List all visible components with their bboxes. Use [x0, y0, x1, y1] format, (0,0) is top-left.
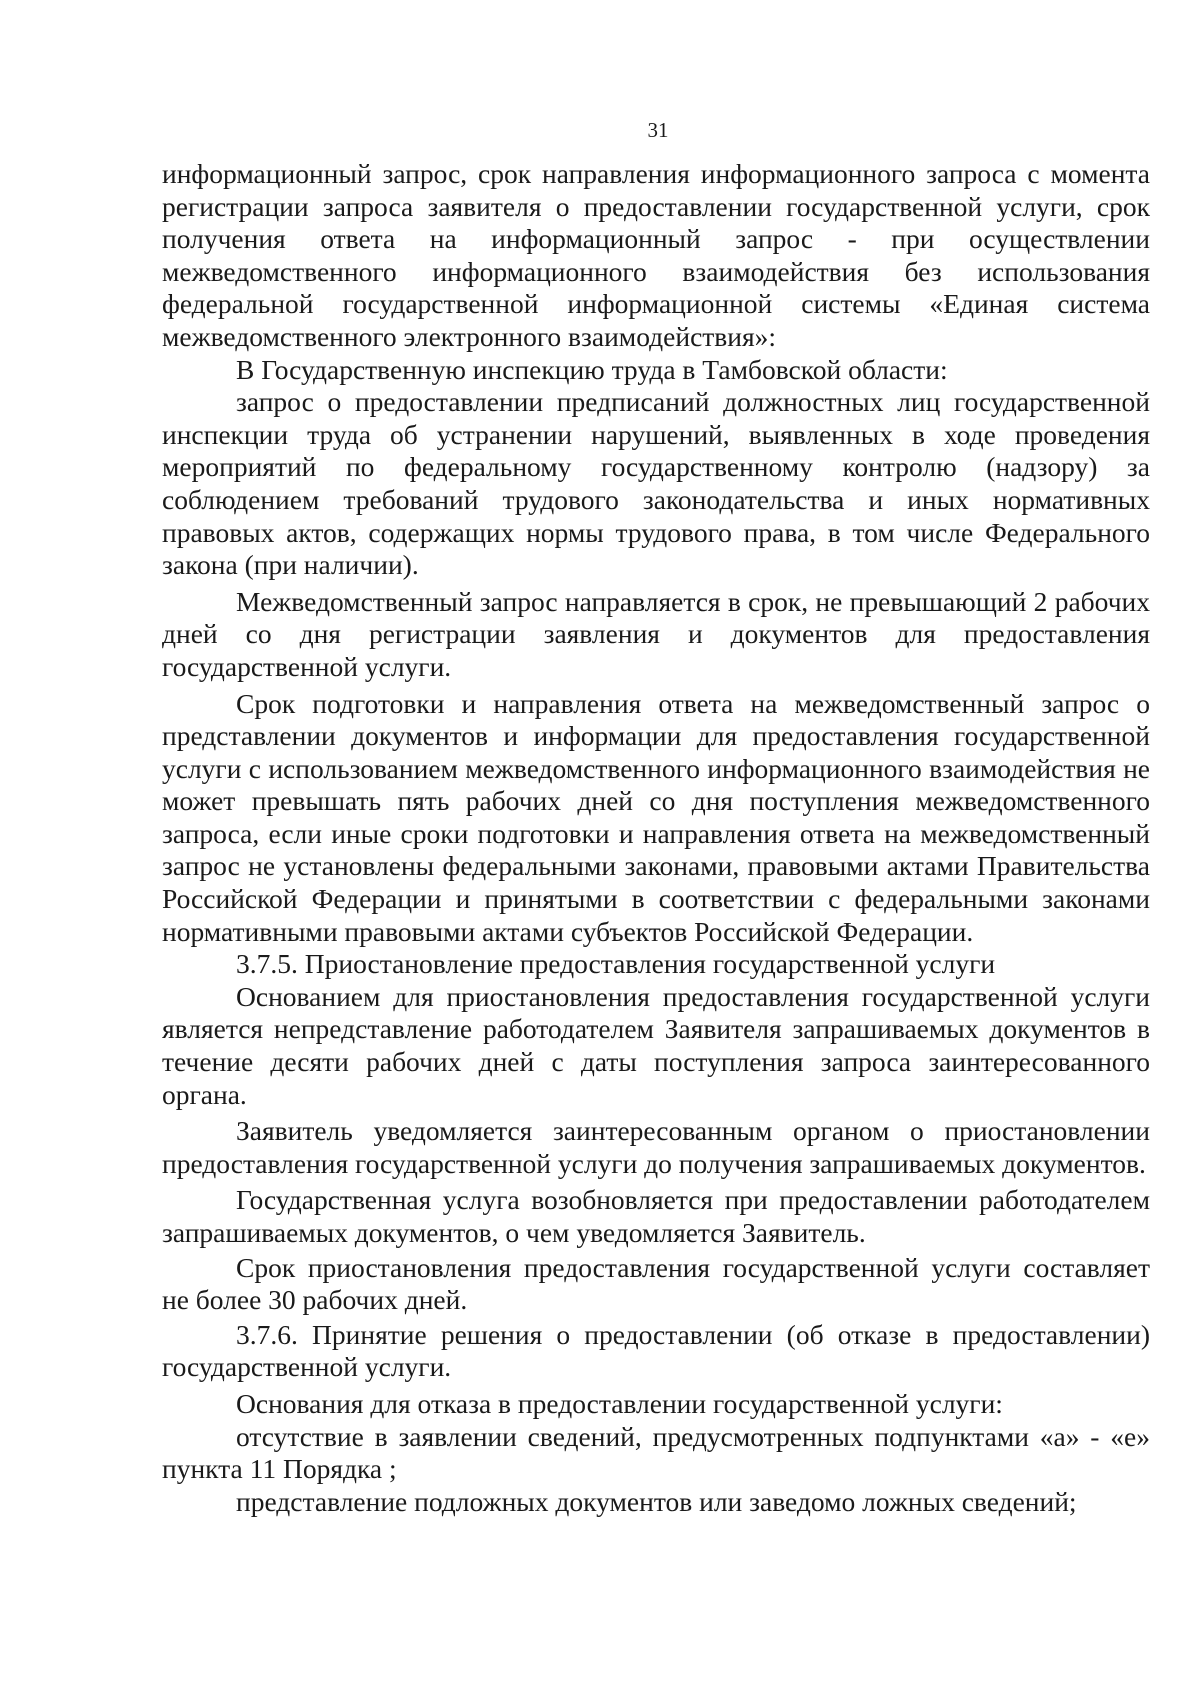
paragraph: Срок приостановления предоставления государственной услуги составляет не более 30 рабочих дней.: [162, 1251, 1150, 1316]
list-item: отсутствие в заявлении сведений, предусмотренных подпунктами «а» - «е» пункта 11 Порядка ;: [162, 1420, 1150, 1485]
paragraph: Государственная услуга возобновляется при предоставлении работодателем запрашиваемых документов, о чем уведомляется Заявитель.: [162, 1184, 1150, 1248]
paragraph: Заявитель уведомляется заинтересованным органом о приостановлении предоставления государственной услуги до получения запрашиваемых документов.: [162, 1115, 1150, 1179]
paragraph: информационный запрос, срок направления информационного запроса с момента регистрации запроса заявителя о предоставлении государственной услуги, срок получения ответа на информационный запрос - при осуществлении межведомственного информационного взаимодействия без использования федеральной государственной информационной системы «Единая система межведомственного электронного взаимодействия»:: [162, 158, 1150, 352]
paragraph: Срок подготовки и направления ответа на межведомственный запрос о представлении документов и информации для предоставления государственной услуги с использованием межведомственного информационного взаимодействия не может превышать пять рабочих дней со дня поступления межведомственного запроса, если иные сроки подготовки и направления ответа на межведомственный запрос не установлены федеральными законами, правовыми актами Правительства Российской Федерации и принятыми в соответствии с федеральными законами нормативными правовыми актами субъектов Российской Федерации.: [162, 687, 1150, 947]
paragraph: запрос о предоставлении предписаний должностных лиц государственной инспекции труда об устранении нарушений, выявленных в ходе проведения мероприятий по федеральному государственному контролю (надзору) за соблюдением требований трудового законодательства и иных нормативных правовых актов, содержащих нормы трудового права, в том числе Федерального закона (при наличии).: [162, 386, 1150, 581]
document-body: [162, 158, 1150, 1518]
paragraph: Основанием для приостановления предоставления государственной услуги является непредставление работодателем Заявителя запрашиваемых документов в течение десяти рабочих дней с даты поступления запроса заинтересованного органа.: [162, 980, 1150, 1110]
section-heading: 3.7.6. Принятие решения о предоставлении (об отказе в предоставлении) государственной услуги.: [162, 1318, 1150, 1383]
page-number: 31: [647, 118, 669, 142]
paragraph: Межведомственный запрос направляется в срок, не превышающий 2 рабочих дней со дня регистрации заявления и документов для предоставления государственной услуги.: [162, 585, 1150, 682]
paragraph: В Государственную инспекцию труда в Тамбовской области:: [236, 353, 948, 385]
section-heading: 3.7.5. Приостановление предоставления государственной услуги: [236, 948, 996, 980]
paragraph: Основания для отказа в предоставлении государственной услуги:: [236, 1387, 1003, 1419]
list-item: представление подложных документов или заведомо ложных сведений;: [236, 1485, 1077, 1517]
